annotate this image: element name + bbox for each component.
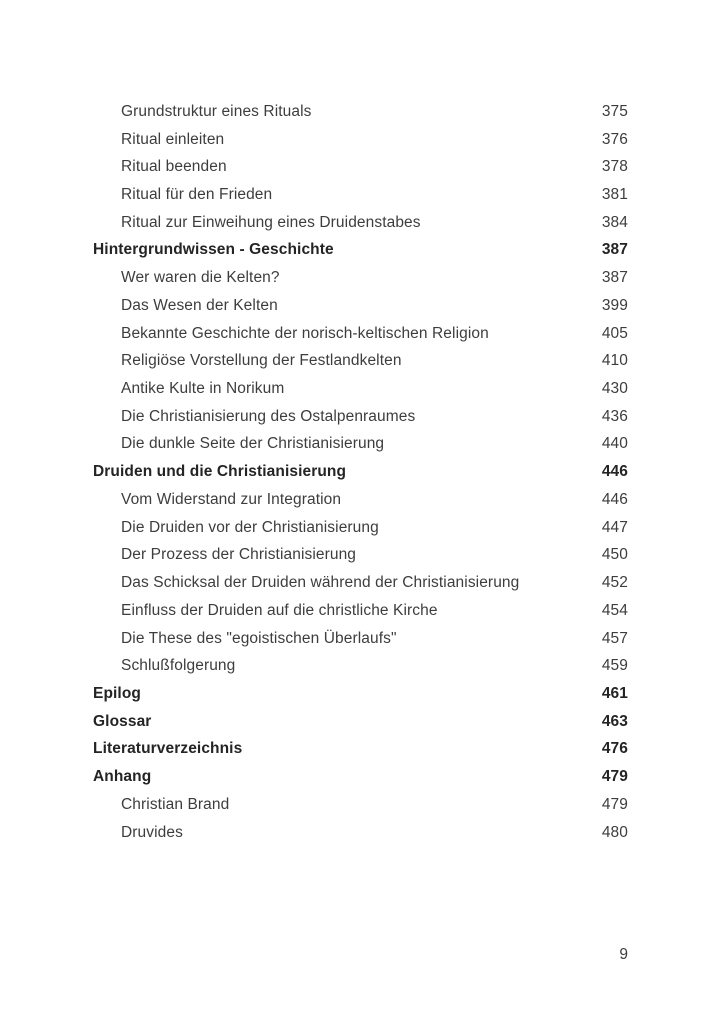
toc-entry	[93, 819, 628, 847]
toc-entry	[93, 625, 628, 653]
toc-entry-label: Religiöse Vorstellung der Festlandkelten	[121, 352, 402, 370]
toc-entry-label: Die dunkle Seite der Christianisierung	[121, 435, 385, 453]
toc-entry	[93, 181, 628, 209]
toc-entry	[93, 98, 628, 126]
toc-entry-page-number: 387	[601, 241, 628, 259]
toc-entry-page-number: 447	[601, 518, 628, 536]
toc-entry	[93, 514, 628, 542]
toc-entry-page-number: 375	[601, 102, 628, 120]
toc-entry	[93, 680, 628, 708]
toc-entry	[93, 264, 628, 292]
toc-entry-page-number: 463	[601, 712, 628, 730]
toc-entry-label: Anhang	[93, 768, 152, 786]
toc-entry	[93, 597, 628, 625]
toc-entry	[93, 237, 628, 265]
toc-entry-page-number: 410	[601, 352, 628, 370]
toc-entry-page-number: 446	[601, 463, 628, 481]
toc-entry-label: Hintergrundwissen - Geschichte	[93, 241, 334, 259]
table-of-contents	[93, 98, 628, 846]
toc-entry-label: Die Druiden vor der Christianisierung	[121, 518, 379, 536]
toc-entry	[93, 320, 628, 348]
toc-entry-label: Druiden und die Christianisierung	[93, 463, 347, 481]
toc-entry-label: Ritual zur Einweihung eines Druidenstabes	[121, 213, 421, 231]
toc-entry-page-number: 378	[601, 158, 628, 176]
toc-entry	[93, 153, 628, 181]
toc-entry-page-number: 387	[601, 269, 628, 287]
toc-entry-label: Vom Widerstand zur Integration	[121, 490, 342, 508]
toc-entry-page-number: 461	[601, 684, 628, 702]
toc-entry-label: Antike Kulte in Norikum	[121, 380, 285, 398]
toc-entry-page-number: 459	[601, 657, 628, 675]
toc-entry	[93, 347, 628, 375]
toc-entry-page-number: 476	[601, 740, 628, 758]
toc-entry-page-number: 452	[601, 574, 628, 592]
toc-entry-page-number: 381	[601, 186, 628, 204]
toc-entry-page-number: 376	[601, 130, 628, 148]
toc-entry	[93, 542, 628, 570]
toc-entry-page-number: 479	[601, 795, 628, 813]
toc-entry-page-number: 436	[601, 407, 628, 425]
toc-entry-label: Der Prozess der Christianisierung	[121, 546, 357, 564]
toc-entry	[93, 569, 628, 597]
toc-entry-label: Einfluss der Druiden auf die christliche Kirche	[121, 601, 438, 619]
toc-entry	[93, 736, 628, 764]
toc-entry-page-number: 457	[601, 629, 628, 647]
toc-entry-label: Ritual beenden	[121, 158, 227, 176]
toc-entry-page-number: 384	[601, 213, 628, 231]
toc-entry-label: Epilog	[93, 684, 141, 702]
toc-entry-page-number: 480	[601, 823, 628, 841]
toc-entry	[93, 403, 628, 431]
toc-entry-label: Die Christianisierung des Ostalpenraumes	[121, 407, 416, 425]
toc-entry-page-number: 430	[601, 380, 628, 398]
toc-entry-label: Das Schicksal der Druiden während der Christianisierung	[121, 574, 520, 592]
toc-entry-page-number: 446	[601, 490, 628, 508]
toc-entry	[93, 652, 628, 680]
toc-entry	[93, 763, 628, 791]
toc-entry-page-number: 479	[601, 768, 628, 786]
toc-entry-page-number: 450	[601, 546, 628, 564]
toc-entry	[93, 458, 628, 486]
toc-entry-label: Das Wesen der Kelten	[121, 296, 278, 314]
toc-entry-label: Ritual einleiten	[121, 130, 225, 148]
toc-entry-label: Christian Brand	[121, 795, 230, 813]
toc-entry	[93, 375, 628, 403]
toc-entry	[93, 292, 628, 320]
toc-entry	[93, 486, 628, 514]
toc-entry-page-number: 440	[601, 435, 628, 453]
toc-entry	[93, 431, 628, 459]
toc-entry-label: Grundstruktur eines Rituals	[121, 102, 312, 120]
toc-entry-label: Literaturverzeichnis	[93, 740, 243, 758]
toc-entry-label: Die These des "egoistischen Überlaufs"	[121, 629, 397, 647]
toc-entry-label: Glossar	[93, 712, 152, 730]
page-number: 9	[619, 946, 628, 963]
toc-entry-page-number: 399	[601, 296, 628, 314]
toc-entry	[93, 126, 628, 154]
toc-entry	[93, 209, 628, 237]
toc-entry-page-number: 454	[601, 601, 628, 619]
toc-entry-page-number: 405	[601, 324, 628, 342]
toc-entry-label: Druvides	[121, 823, 183, 841]
toc-entry	[93, 708, 628, 736]
toc-entry	[93, 791, 628, 819]
toc-entry-label: Bekannte Geschichte der norisch-keltischen Religion	[121, 324, 489, 342]
toc-entry-label: Wer waren die Kelten?	[121, 269, 280, 287]
toc-entry-label: Ritual für den Frieden	[121, 186, 273, 204]
toc-entry-label: Schlußfolgerung	[121, 657, 236, 675]
